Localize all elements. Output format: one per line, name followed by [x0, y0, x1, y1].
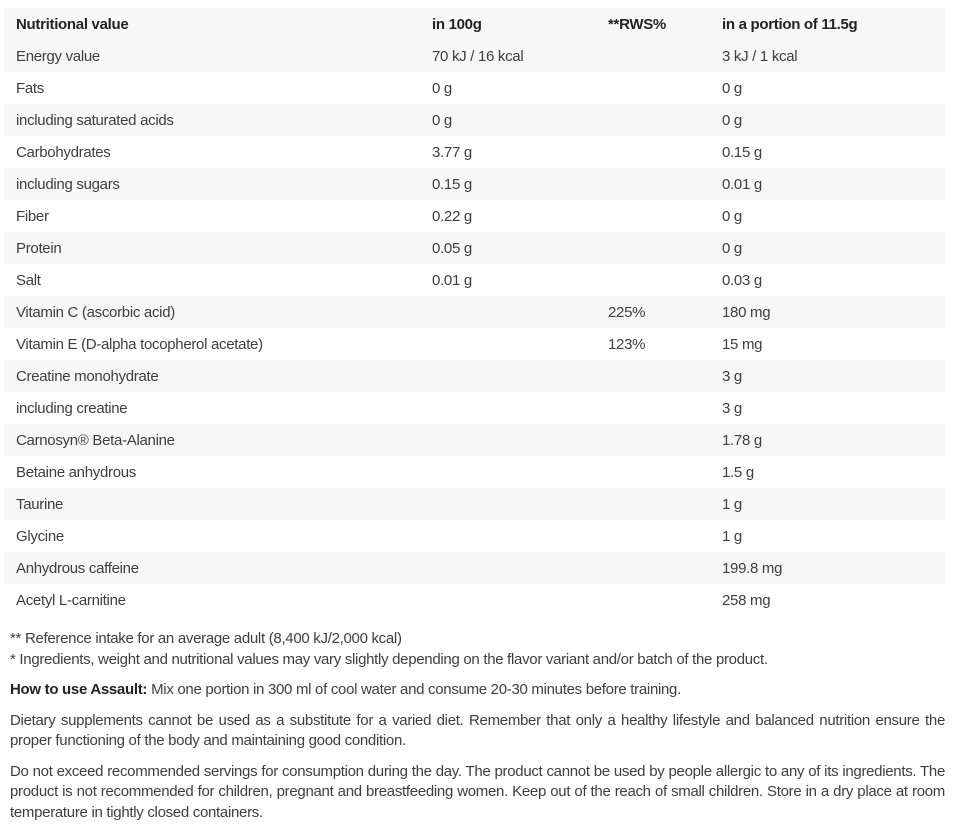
value-per-portion: 1 g: [722, 527, 742, 545]
value-per-portion: 1.5 g: [722, 463, 754, 481]
table-row: [4, 392, 945, 424]
nutrient-label: Betaine anhydrous: [16, 463, 136, 481]
table-row: [4, 104, 945, 136]
nutrient-label: Taurine: [16, 495, 64, 513]
table-row: [4, 296, 945, 328]
table-row: [4, 72, 945, 104]
value-per-portion: 15 mg: [722, 335, 763, 353]
how-to-use-paragraph: [10, 680, 945, 701]
value-per-portion: 3 g: [722, 367, 742, 385]
table-row: [4, 488, 945, 520]
value-per-portion: 3 kJ / 1 kcal: [722, 47, 798, 65]
nutrient-label: Energy value: [16, 47, 100, 65]
nutrient-label: Vitamin C (ascorbic acid): [16, 303, 175, 321]
value-per-portion: 0 g: [722, 111, 742, 129]
table-row: [4, 584, 945, 616]
value-per-100g: 0.01 g: [432, 271, 472, 289]
value-per-portion: 0 g: [722, 239, 742, 257]
table-row: [4, 328, 945, 360]
nutrient-label: including sugars: [16, 175, 120, 193]
value-per-100g: 0 g: [432, 111, 452, 129]
disclaimer-varied-diet: Dietary supplements cannot be used as a substitute for a varied diet. Remember that only a healthy lifestyle and balanced nutrition ensure the proper functioning of the body and maintaining good condition.: [10, 711, 945, 749]
value-per-100g: 0.22 g: [432, 207, 472, 225]
table-row: [4, 40, 945, 72]
footnotes: [10, 629, 945, 670]
table-row: [4, 168, 945, 200]
column-header-nutritional-value: Nutritional value: [16, 15, 129, 33]
nutrient-label: including saturated acids: [16, 111, 174, 129]
table-row: [4, 264, 945, 296]
column-header-in-100g: in 100g: [432, 15, 482, 33]
nutrient-label: including creatine: [16, 399, 128, 417]
value-per-portion: 0.01 g: [722, 175, 762, 193]
value-per-portion: 0 g: [722, 207, 742, 225]
value-per-portion: 199.8 mg: [722, 559, 783, 577]
nutrient-label: Acetyl L-carnitine: [16, 591, 126, 609]
value-per-portion: 0.15 g: [722, 143, 762, 161]
table-row: [4, 232, 945, 264]
value-per-portion: 1.78 g: [722, 431, 762, 449]
table-row: [4, 136, 945, 168]
value-per-portion: 1 g: [722, 495, 742, 513]
table-row: [4, 552, 945, 584]
nutrient-label: Creatine monohydrate: [16, 367, 159, 385]
value-per-100g: 0 g: [432, 79, 452, 97]
table-row: [4, 456, 945, 488]
column-header-portion: in a portion of 11.5g: [722, 15, 858, 33]
value-per-100g: 3.77 g: [432, 143, 472, 161]
table-row: [4, 520, 945, 552]
table-row: [4, 424, 945, 456]
table-header-row: [4, 8, 945, 40]
footnote-reference-intake: ** Reference intake for an average adult (8,400 kJ/2,000 kcal): [10, 630, 402, 647]
value-per-100g: 0.05 g: [432, 239, 472, 257]
value-per-portion: 3 g: [722, 399, 742, 417]
nutrient-label: Fats: [16, 79, 44, 97]
column-header-rws-percent: **RWS%: [608, 15, 666, 33]
table-body: [4, 40, 945, 616]
nutrient-label: Carbohydrates: [16, 143, 111, 161]
how-to-use-label: How to use Assault:: [10, 681, 148, 698]
nutrition-table: [4, 8, 945, 616]
disclaimer-storage-warning: Do not exceed recommended servings for consumption during the day. The product cannot be used by people allergic to any of its ingredients. The product is not recommended for children, pregnant and breastfeeding women. Keep out of the reach of small children. Store in a dry place at room temperature in tightly closed containers.: [10, 762, 945, 821]
footer-text-block: [10, 629, 945, 823]
value-per-portion: 258 mg: [722, 591, 771, 609]
table-row: [4, 200, 945, 232]
nutrient-label: Vitamin E (D-alpha tocopherol acetate): [16, 335, 263, 353]
value-per-portion: 0.03 g: [722, 271, 762, 289]
table-row: [4, 360, 945, 392]
nutrient-label: Protein: [16, 239, 62, 257]
nutrition-info-page: [0, 8, 954, 823]
nutrient-label: Fiber: [16, 207, 49, 225]
value-rws-percent: 225%: [608, 303, 646, 321]
footnote-variation: * Ingredients, weight and nutritional values may vary slightly depending on the flavor variant and/or batch of the product.: [10, 650, 768, 668]
nutrient-label: Glycine: [16, 527, 64, 545]
how-to-use-text: Mix one portion in 300 ml of cool water and consume 20-30 minutes before training.: [151, 681, 681, 698]
value-per-portion: 180 mg: [722, 303, 771, 321]
value-per-100g: 70 kJ / 16 kcal: [432, 47, 524, 65]
value-per-portion: 0 g: [722, 79, 742, 97]
nutrient-label: Carnosyn® Beta-Alanine: [16, 431, 175, 449]
value-per-100g: 0.15 g: [432, 175, 472, 193]
nutrient-label: Anhydrous caffeine: [16, 559, 139, 577]
nutrient-label: Salt: [16, 271, 41, 289]
value-rws-percent: 123%: [608, 335, 646, 353]
